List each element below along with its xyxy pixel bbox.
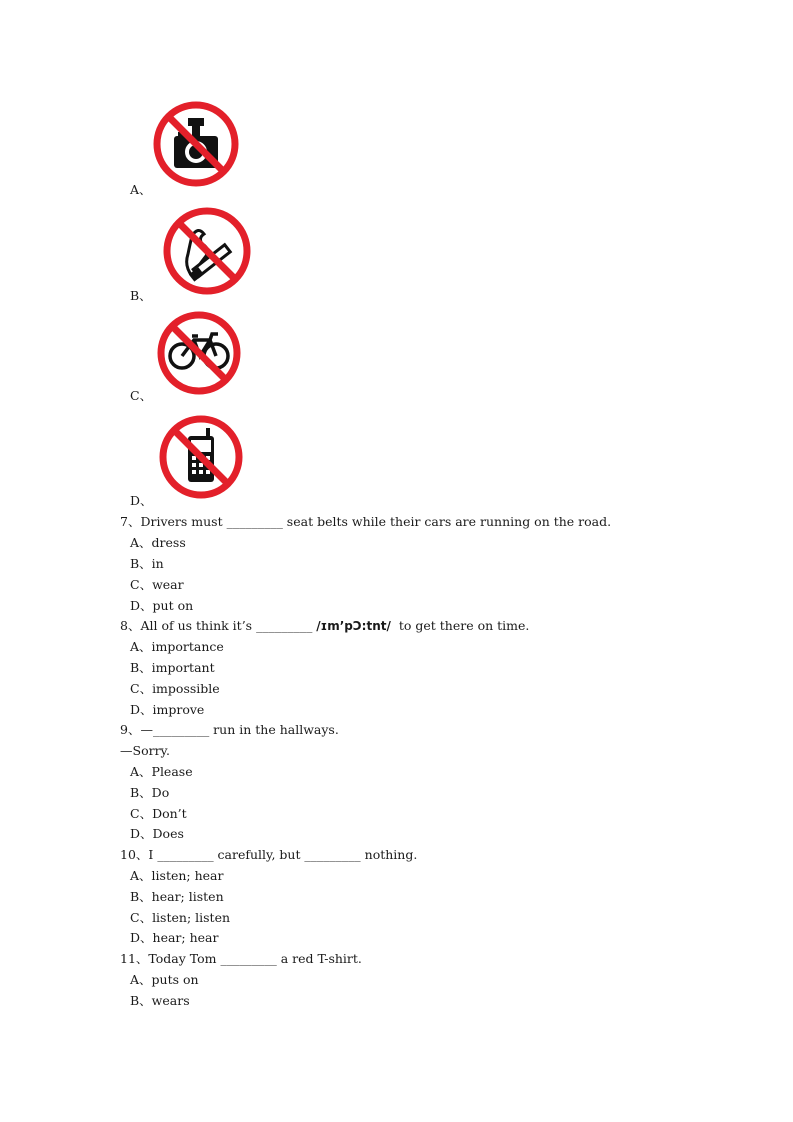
question-7-option-b: B、in (130, 556, 164, 571)
question-8-option-b: B、important (130, 660, 215, 675)
question-8-phonetic: /ɪm’pƆ:tnt/ (316, 619, 391, 633)
question-9-option-d: D、Does (130, 826, 184, 841)
sign-option-a-label: A、 (130, 182, 152, 197)
question-11-option-b: B、wears (130, 993, 190, 1008)
question-11-stem: 11、Today Tom _________ a red T-shirt. (120, 951, 362, 966)
no-mobile-phone-icon (158, 414, 244, 500)
question-9-reply: —Sorry. (120, 743, 170, 758)
no-camera-icon (152, 100, 240, 188)
question-7-option-a: A、dress (130, 535, 186, 550)
question-7-option-c: C、wear (130, 577, 184, 592)
question-8-stem-after: to get there on time. (390, 618, 530, 633)
question-7-stem: 7、Drivers must _________ seat belts while their cars are running on the road. (120, 514, 612, 529)
question-8-option-d: D、improve (130, 702, 205, 717)
question-8-option-c: C、impossible (130, 681, 220, 696)
question-10-option-a: A、listen; hear (130, 868, 224, 883)
question-9-option-c: C、Don’t (130, 806, 187, 821)
no-smoking-icon (162, 206, 252, 296)
sign-option-d-label: D、 (130, 493, 153, 508)
question-10-option-d: D、hear; hear (130, 930, 219, 945)
sign-option-b-label: B、 (130, 288, 152, 303)
no-bicycle-icon (156, 310, 242, 396)
question-8-stem-before: 8、All of us think it’s _________ (120, 618, 317, 633)
question-7-option-d: D、put on (130, 598, 194, 613)
question-8-option-a: A、importance (130, 639, 224, 654)
question-9-option-a: A、Please (130, 764, 193, 779)
sign-option-c-label: C、 (130, 388, 153, 403)
question-9-option-b: B、Do (130, 785, 170, 800)
question-11-option-a: A、puts on (130, 972, 199, 987)
question-10-option-c: C、listen; listen (130, 910, 231, 925)
question-9-stem: 9、—_________ run in the hallways. (120, 722, 339, 737)
question-10-option-b: B、hear; listen (130, 889, 224, 904)
question-8-stem (120, 618, 529, 634)
question-10-stem: 10、I _________ carefully, but _________ nothing. (120, 847, 418, 862)
